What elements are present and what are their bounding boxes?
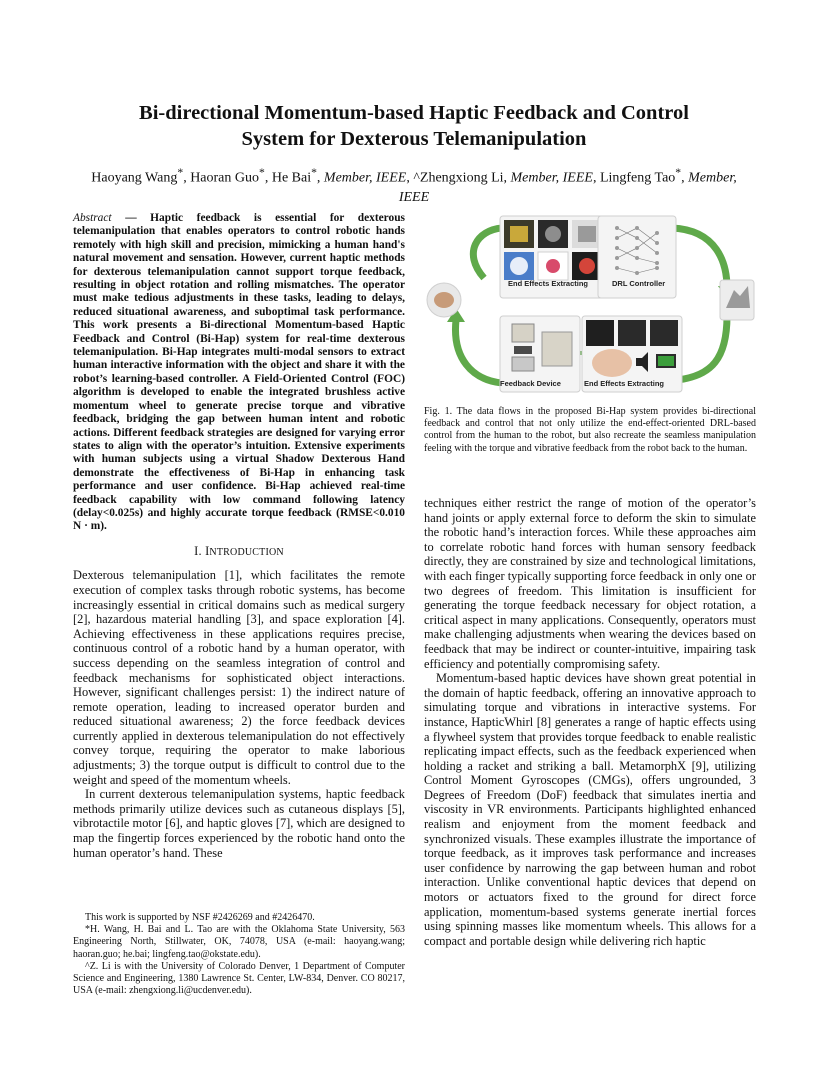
section-number: I.: [194, 543, 202, 558]
author-list: Haoyang Wang*, Haoran Guo*, He Bai*, Member, IEEE, ^Zhengxiong Li, Member, IEEE, Lingfeng Tao*, Member, IEEE: [91, 166, 737, 205]
intro-paragraph-4: Momentum-based haptic devices have shown great potential in the domain of haptic feedback, offering an innovative approach to simulating torque and vibrations in interactive systems. For instance, HapticWhirl [8] generates a range of haptic effects using a flywheel system that provides torque feedback to enable realistic replicating impact effects, such as the feedback experienced when holding a racket and striking a ball. MetamorphX [9], utilizing Control Moment Gyroscopes (CMGs), offers ungrounded, 3 Degrees of Freedom (DoF) feedback that simulates inertia and viscosity in VR environments. Participants highlighted enhanced realism and enjoyment from the moment feedback and synchronized visuals. These examples illustrate the importance of torque feedback, as it improves task performance and increases user confidence by narrowing the gap between human and robot interaction. Unlike conventional haptic devices that depend on motors or actuators fixed to the ground for direct force application, momentum-based systems generate inertial forces using spinning masses like momentum wheels. This allows for a compact and portable design while delivering rich haptic: [424, 671, 756, 948]
figure-label: DRL Controller: [612, 279, 666, 288]
footnote-funding: This work is supported by NSF #2426269 and #2426470.: [85, 912, 315, 923]
skin-contact-image: [592, 349, 632, 377]
figure-label: End Effects Extracting: [584, 379, 665, 388]
abstract-text: — Haptic feedback is essential for dexterous telemanipulation that enables operators to control robotic hands remotely with high skill and precision, mimicking a human hand's natural movement and sensation. However, current haptic methods for dexterous telemanipulation cannot support torque feedback, resulting in object rotation and rolling mismatches. The operator must make tedious adjustments in these tasks, leading to delays, reduced situational awareness, and suboptimal task performance. This work presents a Bi-directional Momentum-based Haptic Feedback and Control (Bi-Hap) system for real-time dexterous telemanipulation. Bi-Hap integrates multi-modal sensors to extract human interactive information with the object and share it with the robot’s learning-based controller. A Field-Oriented Control (FOC) algorithm is developed to enable the integrated brushless active momentum wheel to generate precise torque and vibrative feedback, bridging the gap between human intent and robotic actions. Different feedback strategies are designed for varying error states to align with the operator’s intuition. Extensive experiments with human subjects using a virtual Shadow Dexterous Hand demonstrate the effectiveness of Bi-Hap in enhancing task performance and user confidence. Bi-Hap achieved real-time feedback capability with low command following latency (delay<0.025s) and highly accurate torque feedback (RMSE<0.010 N · m).: [73, 212, 405, 533]
footnotes: [73, 912, 405, 997]
section-heading: [73, 544, 405, 561]
intro-paragraph-1: Dexterous telemanipulation [1], which facilitates the remote execution of complex tasks through robotic systems, has become increasingly essential in critical domains such as medical surgery [2], hazardous material handling [3], and space exploration [4]. Achieving effectiveness in these applications requires precise, continuous control of a robotic hand by a human operator, with success depending on the seamless integration of control and feedback mechanisms for sophisticated object interactions. However, significant challenges persist: 1) the indirect nature of remote operation, leading to increased operator burden and reduced situational awareness; 2) the force feedback devices currently applied in dexterous telemanipulation do not effectively convey torque, requiring the operator to make laborious adjustments; 3) the torque output is difficult to control due to the weight and speed of the momentum wheels.: [73, 568, 405, 787]
hand-icon: [510, 257, 528, 275]
flow-arrow: [455, 320, 502, 383]
heatmap-icon: [579, 258, 595, 274]
flow-arrow: [473, 228, 502, 278]
footnote-affiliation-osu: *H. Wang, H. Bai and L. Tao are with the Oklahoma State University, 563 Engineering North, Stillwater, OK, 74078, USA (e-mail: haoyang.wang; haoran.guo; he.bai; lingfeng.tao@okstate.edu).: [73, 924, 405, 960]
left-column: [73, 212, 405, 860]
device-assembly-icon: [542, 332, 572, 366]
abstract-label: Abstract: [73, 212, 112, 224]
thumbnail-image: [650, 320, 678, 346]
author-affiliation: Member, IEEE: [510, 170, 593, 186]
flow-arrow: [672, 228, 727, 288]
author-name: He Bai: [271, 170, 312, 186]
object-icon: [546, 259, 560, 273]
hand-icon: [434, 292, 454, 308]
figure-caption: Fig. 1. The data flows in the proposed Bi-Hap system provides bi-directional feedback and control that not only utilize the end-effect-oriented DRL-based control from the human to the robot, but also recreate the seamless manipulation feeling with the torque and vibrative feedback from the robot back to the human.: [424, 406, 756, 454]
section-title-initial: I: [205, 543, 210, 558]
figure-1-diagram: [422, 208, 758, 404]
author-affiliation: Member, IEEE: [323, 170, 407, 186]
vibration-icon: [586, 320, 614, 346]
author-name: Haoyang Wang: [91, 170, 178, 186]
cube-icon: [510, 226, 528, 242]
object-icon: [545, 226, 561, 242]
author-name: Lingfeng Tao: [599, 170, 676, 186]
device-part-icon: [512, 357, 534, 371]
device-part-icon: [512, 324, 534, 342]
figure-label: End Effects Extracting: [508, 279, 589, 288]
title-line-1: Bi-directional Momentum-based Haptic Feedback and Control: [139, 102, 689, 124]
figure-1: [422, 208, 758, 404]
author-name: Haoran Guo: [190, 170, 259, 186]
intro-paragraph-3: techniques either restrict the range of motion of the operator’s hand joints or apply external force to deform the skin to simulate the robotic hand’s interaction forces. While these approaches aim to correlate robotic hand forces with human sensory feedback directly, they are constrained by size and technological limitations, with each finger typically supporting force feedback in only one or two degrees of freedom. This limitation is insufficient for generating the torque feedback necessary for object rotation, a critical aspect in many applications. Consequently, operators must make challenging adjustments when wearing the devices based on feedback that may be indirect or counter-intuitive, impairing task efficiency and potentially compromising safety.: [424, 496, 756, 671]
right-column: [424, 496, 756, 948]
abstract: [73, 212, 405, 534]
device-part-icon: [514, 346, 532, 354]
section-title-rest: NTRODUCTION: [209, 546, 284, 558]
thumbnail-image: [618, 320, 646, 346]
paper-title: [70, 100, 758, 152]
cube-icon: [578, 226, 596, 242]
author-affiliation: Member, IEEE: [398, 170, 737, 205]
intro-paragraph-2: In current dexterous telemanipulation systems, haptic feedback methods primarily utilize devices such as cutaneous displays [5], vibrotactile motor [6], and haptic gloves [7], which are designed to map the fingertip forces experienced by the robotic hand onto the human operator’s hand. These: [73, 787, 405, 860]
figure-label: Feedback Device: [500, 379, 561, 388]
monitor-screen: [658, 356, 674, 366]
title-line-2: System for Dexterous Telemanipulation: [241, 128, 587, 150]
author-name: ^Zhengxiong Li: [413, 170, 504, 186]
flow-arrow: [677, 316, 727, 380]
footnote-affiliation-ucd: ^Z. Li is with the University of Colorado Denver, 1 Department of Computer Science and Engineering, 1380 Lawrence St. Center, LW-834, Denver. CO 80217, USA (e-mail: zhengxiong.li@ucdenver.edu).: [73, 960, 405, 997]
